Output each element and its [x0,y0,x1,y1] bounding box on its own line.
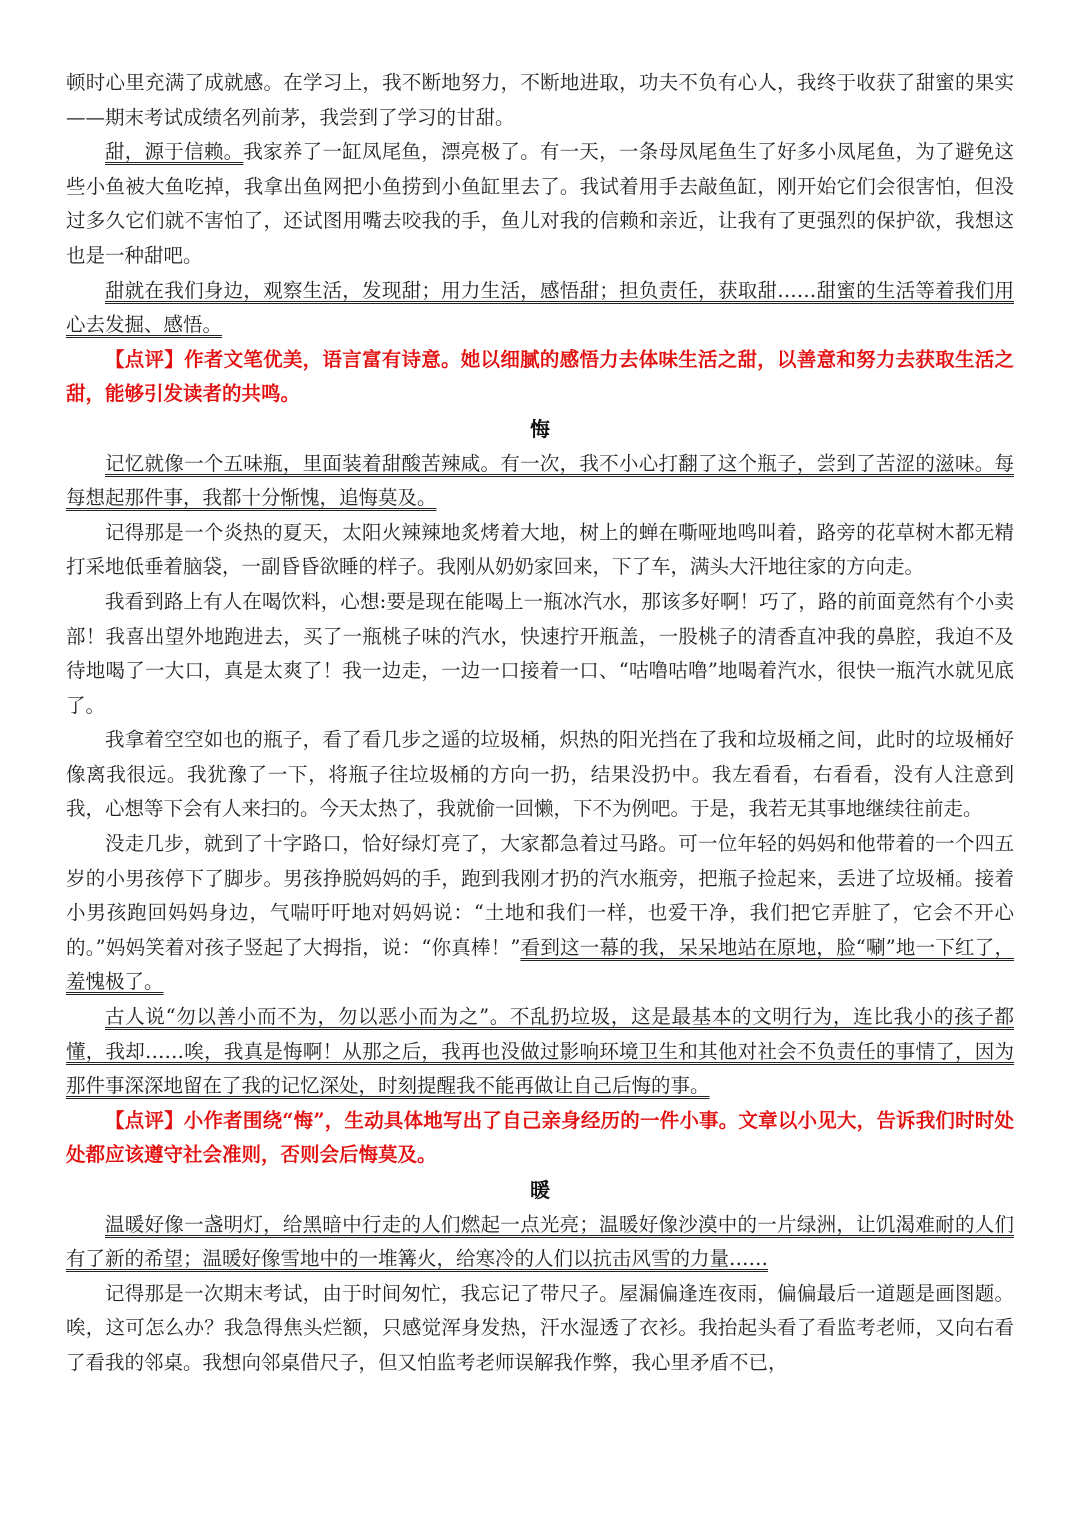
underlined-text: 看到这一幕的我，呆呆地站在原地，脸“唰”地一下红了，羞愧极了。 [66,935,1014,994]
paragraph: 记得那是一个炎热的夏天，太阳火辣辣地炙烤着大地，树上的蝉在嘶哑地鸣叫着，路旁的花草树木都无精打采地低垂着脑袋，一副昏昏欲睡的样子。我刚从奶奶家回来，下了车，满头大汗地往家的方向走。 [66,520,1014,579]
paragraph: 我拿着空空如也的瓶子，看了看几步之遥的垃圾桶，炽热的阳光挡在了我和垃圾桶之间，此时的垃圾桶好像离我很远。我犹豫了一下，将瓶子往垃圾桶的方向一扔，结果没扔中。我左看看，右看看，没有人注意到我，心想等下会有人来扫的。今天太热了，我就偷一回懒，下不为例吧。于是，我若无其事地继续往前走。 [66,728,1014,821]
underlined-text: 记忆就像一个五味瓶，里面装着甜酸苦辣咸。有一次，我不小心打翻了这个瓶子，尝到了苦涩的滋味。每每想起那件事，我都十分惭愧，追悔莫及。 [66,451,1014,510]
paragraph: 顿时心里充满了成就感。在学习上，我不断地努力，不断地进取，功夫不负有心人，我终于收获了甜蜜的果实——期末考试成绩名列前茅，我尝到了学习的甘甜。 [66,71,1014,129]
paragraph [66,1000,1014,1104]
paragraph [66,1208,1014,1277]
section-title: 暖 [530,1178,550,1202]
underlined-text: 甜就在我们身边，观察生活，发现甜；用力生活，感悟甜；担负责任，获取甜……甜蜜的生活等着我们用心去发掘、感悟。 [66,278,1014,337]
paragraph [66,827,1014,1000]
section-title: 悔 [530,416,550,441]
paragraph: 记得那是一次期末考试，由于时间匆忙，我忘记了带尺子。屋漏偏逢连夜雨，偏偏最后一道题是画图题。唉，这可怎么办？我急得焦头烂额，只感觉浑身发热，汗水湿透了衣衫。我抬起头看了看监考老师，又向右看了看我的邻桌。我想向邻桌借尺子，但又怕监考老师误解我作弊，我心里矛盾不已， [66,1281,1014,1374]
paragraph [66,274,1014,343]
paragraph-text: 我家养了一缸凤尾鱼，漂亮极了。有一天，一条母凤尾鱼生了好多小凤尾鱼，为了避免这些小鱼被大鱼吃掉，我拿出鱼网把小鱼捞到小鱼缸里去了。我试着用手去敲鱼缸，刚开始它们会很害怕，但没过多久它们就不害怕了，还试图用嘴去咬我的手，鱼儿对我的信赖和亲近，让我有了更强烈的保护欲，我想这也是一种甜吧。 [66,140,1014,267]
paragraph [66,447,1014,516]
paragraph [66,135,1014,273]
paragraph: 我看到路上有人在喝饮料，心想:要是现在能喝上一瓶冰汽水，那该多好啊！巧了，路的前面竟然有个小卖部！我喜出望外地跑进去，买了一瓶桃子味的汽水，快速拧开瓶盖，一股桃子的清香直冲我的鼻腔，我迫不及待地喝了一大口，真是太爽了！我一边走，一边一口接着一口、“咕噜咕噜”地喝着汽水，很快一瓶汽水就见底了。 [66,589,1014,717]
review-comment: 【点评】小作者围绕“悔”，生动具体地写出了自己亲身经历的一件小事。文章以小见大，告诉我们时时处处都应该遵守社会准则，否则会后悔莫及。 [66,1108,1014,1167]
paragraph-text: 没走几步，就到了十字路口，恰好绿灯亮了，大家都急着过马路。可一位年轻的妈妈和他带着的一个四五岁的小男孩停下了脚步。男孩挣脱妈妈的手，跑到我刚才扔的汽水瓶旁，把瓶子捡起来，丢进了垃圾桶。接着小男孩跑回妈妈身边，气喘吁吁地对妈妈说：“土地和我们一样，也爱干净，我们把它弄脏了，它会不开心的。”妈妈笑着对孩子竖起了大拇指，说：“你真棒！” [66,832,1014,959]
underlined-text: 温暖好像一盏明灯，给黑暗中行走的人们燃起一点光亮；温暖好像沙漠中的一片绿洲，让饥渴难耐的人们有了新的希望；温暖好像雪地中的一堆篝火，给寒冷的人们以抗击风雪的力量…… [66,1212,1014,1271]
review-comment: 【点评】作者文笔优美，语言富有诗意。她以细腻的感悟力去体味生活之甜，以善意和努力去获取生活之甜，能够引发读者的共鸣。 [66,347,1014,406]
underlined-text: 古人说“勿以善小而不为，勿以恶小而为之”。不乱扔垃圾，这是最基本的文明行为，连比我小的孩子都懂，我却……唉，我真是悔啊！从那之后，我再也没做过影响环境卫生和其他对社会不负责任的事情了，因为那件事深深地留在了我的记忆深处，时刻提醒我不能再做让自己后悔的事。 [66,1005,1014,1098]
underlined-text: 甜，源于信赖。 [105,140,244,164]
